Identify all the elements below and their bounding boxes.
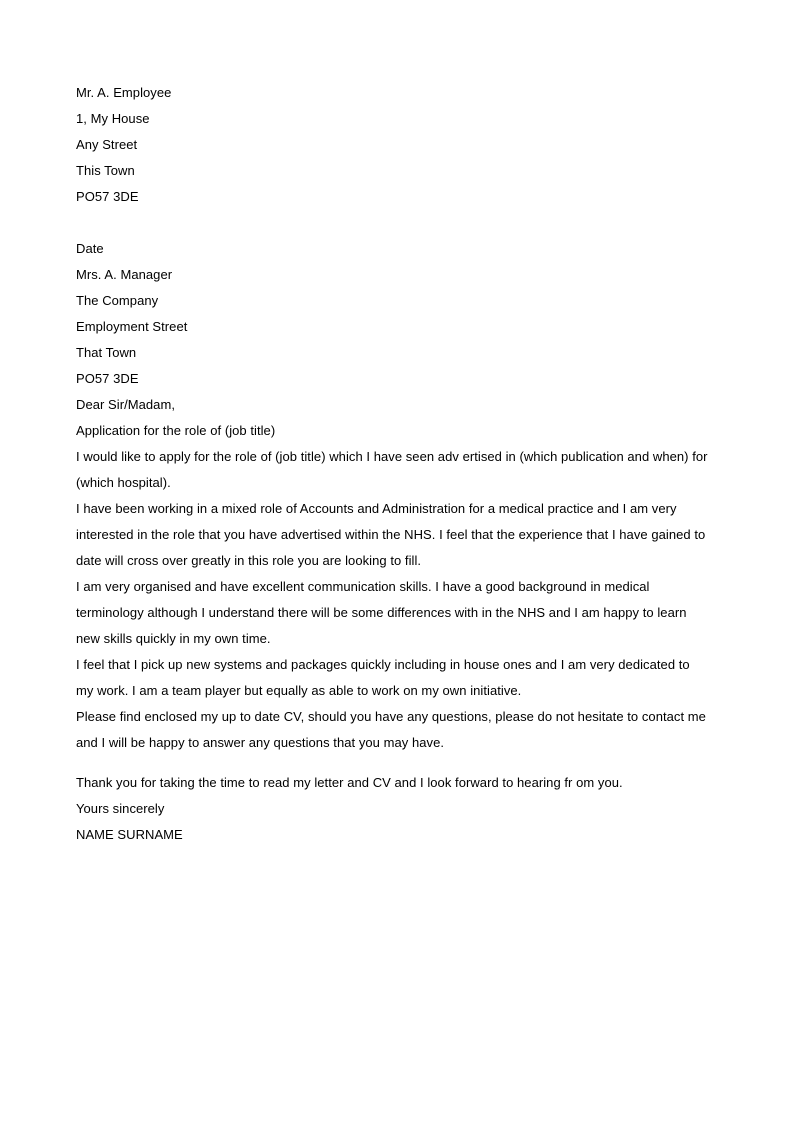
- body-line: I would like to apply for the role of (job title) which I have seen adv ertised in (which publication and when) for: [76, 449, 708, 464]
- sender-name: Mr. A. Employee: [76, 85, 172, 100]
- letter-date: Date: [76, 241, 104, 256]
- sign-off: Yours sincerely: [76, 801, 165, 816]
- body-line: I am very organised and have excellent communication skills. I have a good background in medical: [76, 579, 650, 594]
- letter-document: [76, 80, 726, 848]
- recipient-company: The Company: [76, 293, 159, 308]
- sender-address-block: [76, 80, 726, 210]
- body-line: terminology although I understand there will be some differences with in the NHS and I am happy to learn: [76, 605, 687, 620]
- sender-address-line-2: Any Street: [76, 137, 138, 152]
- salutation: Dear Sir/Madam,: [76, 397, 175, 412]
- subject-line: Application for the role of (job title): [76, 423, 276, 438]
- recipient-town: That Town: [76, 345, 137, 360]
- recipient-street: Employment Street: [76, 319, 188, 334]
- body-line: new skills quickly in my own time.: [76, 631, 271, 646]
- body-line: and I will be happy to answer any questions that you may have.: [76, 735, 445, 750]
- body-line: (which hospital).: [76, 475, 171, 490]
- body-line: interested in the role that you have advertised within the NHS. I feel that the experience that I have gained to: [76, 527, 706, 542]
- recipient-postcode: PO57 3DE: [76, 371, 139, 386]
- body-line: date will cross over greatly in this role you are looking to fill.: [76, 553, 422, 568]
- closing-line: Thank you for taking the time to read my letter and CV and I look forward to hearing fr om you.: [76, 775, 623, 790]
- sender-address-line-1: 1, My House: [76, 111, 150, 126]
- spacer: [76, 210, 726, 236]
- letter-body: [76, 444, 726, 756]
- signature-name: NAME SURNAME: [76, 827, 183, 842]
- sender-town: This Town: [76, 163, 135, 178]
- spacer: [76, 756, 726, 770]
- sender-postcode: PO57 3DE: [76, 189, 139, 204]
- body-line: my work. I am a team player but equally as able to work on my own initiative.: [76, 683, 522, 698]
- body-line: I feel that I pick up new systems and packages quickly including in house ones and I am very dedicated to: [76, 657, 690, 672]
- recipient-name: Mrs. A. Manager: [76, 267, 173, 282]
- body-line: Please find enclosed my up to date CV, should you have any questions, please do not hesitate to contact me: [76, 709, 706, 724]
- body-line: I have been working in a mixed role of Accounts and Administration for a medical practice and I am very: [76, 501, 677, 516]
- recipient-address-block: [76, 262, 726, 392]
